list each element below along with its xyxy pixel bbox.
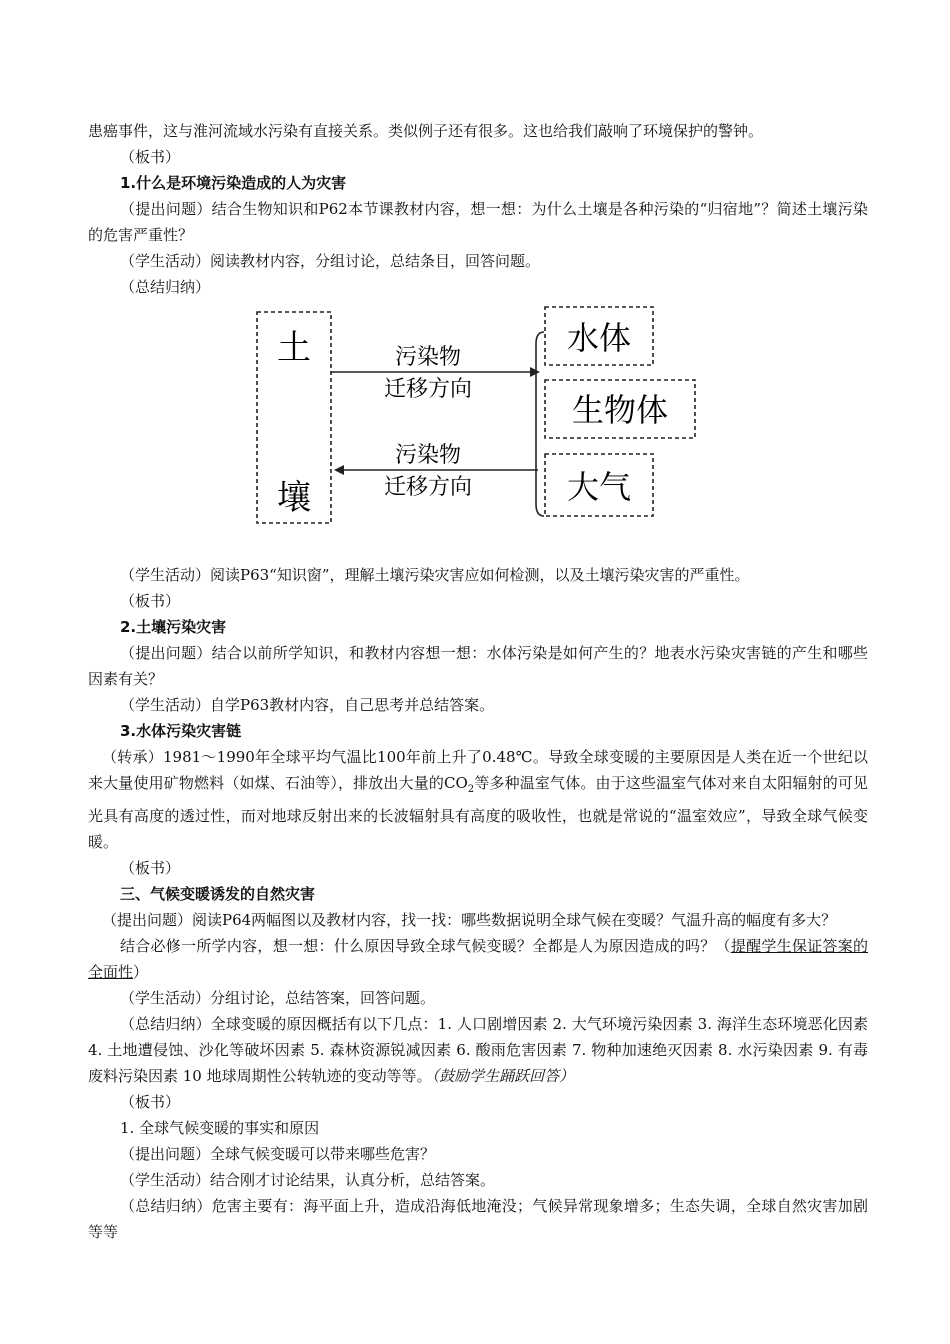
text-run: 等多种温室气体。由于这些温室气体对来自太阳辐射的可见光具有高度的透过性，而对地球反射出来的长波辐射具有高度的吸收性，也就是常说的“温室效应”，导致全球气候变暖。 <box>88 774 868 851</box>
bio-label: 生物体 <box>571 391 669 429</box>
underlined-text: 提醒学生保证答案的全面性 <box>88 937 868 981</box>
paragraph <box>88 744 868 855</box>
paragraph: （板书） <box>120 1093 181 1111</box>
paragraph: 1. 全球气候变暖的事实和原因 <box>120 1119 320 1137</box>
paragraph: （提出问题）结合生物知识和P62本节课教材内容，想一想：为什么土壤是各种污染的“归宿地”？简述土壤污染的危害严重性？ <box>88 200 868 244</box>
paragraph <box>88 1011 868 1089</box>
arrow-head-left <box>334 465 344 475</box>
arrow-bottom-label-2: 迁移方向 <box>383 475 473 500</box>
water-label: 水体 <box>566 319 632 357</box>
paragraph: （提出问题）阅读P64两幅图以及教材内容，找一找：哪些数据说明全球气候在变暖？气温升高的幅度有多大？ <box>102 911 837 929</box>
paragraph: （总结归纳） <box>120 278 211 296</box>
soil-pollution-diagram <box>88 304 868 560</box>
arrow-bottom-label-1: 污染物 <box>394 443 462 468</box>
text-run: ） <box>133 963 149 981</box>
paragraph: （板书） <box>120 148 181 166</box>
paragraph: （板书） <box>120 859 181 877</box>
soil-top-char: 土 <box>277 328 311 368</box>
arrow-top-label-1: 污染物 <box>394 345 462 370</box>
paragraph: （学生活动）分组讨论，总结答案，回答问题。 <box>120 989 436 1007</box>
paragraph: （板书） <box>120 592 181 610</box>
section-heading: 2.土壤污染灾害 <box>120 618 227 636</box>
text-run: 结合必修一所学内容，想一想：什么原因导致全球气候变暖？全都是人为原因造成的吗？（ <box>120 937 731 955</box>
text-run: （总结归纳）全球变暖的原因概括有以下几点：1. 人口剧增因素 2. 大气环境污染因素 3. 海洋生态环境恶化因素 4. 土地遭侵蚀、沙化等破坏因素 5. 森林资源锐减因素 6. 酸雨危害因素 7. 物种加速绝灭因素 8. 水污染因素 9. 有毒废料污染因素 10 地球周期性公转轨迹的变动等等。 <box>88 1015 868 1085</box>
text-run: （转承）1981～1990年全球平均气温比100年前上升了0.48℃。导致全球变暖的主要原因是人类在近一个世纪以来大量使用矿物燃料（如煤、石油等），排放出大量的CO <box>88 748 868 792</box>
section-heading: 3.水体污染灾害链 <box>120 722 242 740</box>
paragraph: （学生活动）阅读P63“知识窗”，理解土壤污染灾害应如何检测，以及土壤污染灾害的严重性。 <box>120 566 750 584</box>
italic-text: （鼓励学生踊跃回答） <box>431 1067 575 1085</box>
section-heading: 1.什么是环境污染造成的人为灾害 <box>120 174 347 192</box>
air-label: 大气 <box>566 468 632 506</box>
paragraph: （提出问题）结合以前所学知识，和教材内容想一想：水体污染是如何产生的？地表水污染灾害链的产生和哪些因素有关？ <box>88 644 868 688</box>
paragraph: （学生活动）结合刚才讨论结果，认真分析，总结答案。 <box>120 1171 496 1189</box>
paragraph: （学生活动）阅读教材内容，分组讨论，总结条目，回答问题。 <box>120 252 541 270</box>
arrow-head-right <box>530 367 540 377</box>
bracket <box>536 332 544 516</box>
paragraph: （总结归纳）危害主要有：海平面上升，造成沿海低地淹没；气候异常现象增多；生态失调，全球自然灾害加剧等等 <box>88 1197 868 1241</box>
section-heading: 三、气候变暖诱发的自然灾害 <box>120 885 316 903</box>
soil-bottom-char: 壤 <box>277 478 311 518</box>
paragraph: （学生活动）自学P63教材内容，自己思考并总结答案。 <box>120 696 495 714</box>
document-page <box>88 118 868 1245</box>
paragraph: （提出问题）全球气候变暖可以带来哪些危害？ <box>120 1145 436 1163</box>
arrow-top-label-2: 迁移方向 <box>383 377 473 402</box>
subscript: 2 <box>467 784 475 795</box>
paragraph <box>88 933 868 985</box>
paragraph: 患癌事件，这与淮河流域水污染有直接关系。类似例子还有很多。这也给我们敲响了环境保护的警钟。 <box>88 122 764 140</box>
diagram-svg <box>248 304 698 556</box>
